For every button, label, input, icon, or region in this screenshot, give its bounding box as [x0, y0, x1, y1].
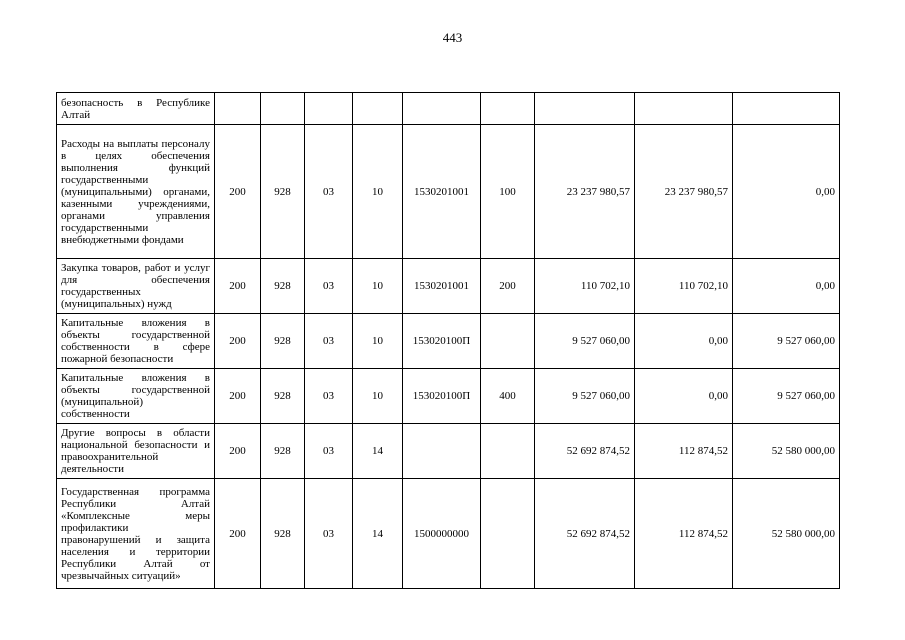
row-description: Государственная программа Республики Алтай «Комплексные меры профилактики правонарушений и защита населения и территории Республики Алтай от чрезвычайных ситуаций»	[57, 479, 215, 589]
target-article-cell: 1500000000	[403, 479, 481, 589]
subsection-cell: 10	[353, 314, 403, 369]
total-amount-cell: 110 702,10	[535, 259, 635, 314]
total-amount-cell	[535, 93, 635, 125]
amount-3-cell: 0,00	[733, 259, 840, 314]
table-row	[57, 93, 840, 125]
row-description: Расходы на выплаты персоналу в целях обеспечения выполнения функций государственными (муниципальными) органами, казенными учреждениями, органами управления государственными внебюджетными фондами	[57, 125, 215, 259]
budget-table-body	[57, 93, 840, 589]
section-cell: 03	[305, 369, 353, 424]
budget-table	[56, 92, 840, 589]
table-row	[57, 424, 840, 479]
table-row	[57, 259, 840, 314]
subsection-cell: 14	[353, 479, 403, 589]
table-row	[57, 314, 840, 369]
target-article-cell	[403, 424, 481, 479]
subsection-cell: 10	[353, 259, 403, 314]
page-number: 443	[442, 30, 463, 45]
table-row	[57, 479, 840, 589]
target-article-cell	[403, 93, 481, 125]
ministry-code-cell: 928	[261, 424, 305, 479]
admin-code-cell	[215, 93, 261, 125]
expense-type-cell: 200	[481, 259, 535, 314]
amount-3-cell	[733, 93, 840, 125]
subsection-cell: 10	[353, 369, 403, 424]
row-description: Закупка товаров, работ и услуг для обеспечения государственных (муниципальных) нужд	[57, 259, 215, 314]
amount-3-cell: 52 580 000,00	[733, 424, 840, 479]
expense-type-cell	[481, 424, 535, 479]
amount-2-cell: 0,00	[635, 314, 733, 369]
row-description: Другие вопросы в области национальной безопасности и правоохранительной деятельности	[57, 424, 215, 479]
amount-3-cell: 9 527 060,00	[733, 369, 840, 424]
row-description: безопасность в Республике Алтай	[57, 93, 215, 125]
total-amount-cell: 52 692 874,52	[535, 479, 635, 589]
row-description: Капитальные вложения в объекты государственной (муниципальной) собственности	[57, 369, 215, 424]
amount-2-cell: 110 702,10	[635, 259, 733, 314]
amount-2-cell: 23 237 980,57	[635, 125, 733, 259]
expense-type-cell	[481, 93, 535, 125]
section-cell: 03	[305, 424, 353, 479]
admin-code-cell: 200	[215, 369, 261, 424]
total-amount-cell: 23 237 980,57	[535, 125, 635, 259]
ministry-code-cell: 928	[261, 479, 305, 589]
admin-code-cell: 200	[215, 479, 261, 589]
amount-3-cell: 52 580 000,00	[733, 479, 840, 589]
admin-code-cell: 200	[215, 259, 261, 314]
admin-code-cell: 200	[215, 125, 261, 259]
table-row	[57, 125, 840, 259]
total-amount-cell: 9 527 060,00	[535, 369, 635, 424]
expense-type-cell	[481, 479, 535, 589]
table-row	[57, 369, 840, 424]
amount-3-cell: 9 527 060,00	[733, 314, 840, 369]
expense-type-cell	[481, 314, 535, 369]
ministry-code-cell: 928	[261, 259, 305, 314]
section-cell: 03	[305, 259, 353, 314]
section-cell: 03	[305, 125, 353, 259]
section-cell: 03	[305, 314, 353, 369]
row-description: Капитальные вложения в объекты государственной собственности в сфере пожарной безопасности	[57, 314, 215, 369]
amount-2-cell: 112 874,52	[635, 479, 733, 589]
amount-3-cell: 0,00	[733, 125, 840, 259]
ministry-code-cell: 928	[261, 369, 305, 424]
expense-type-cell: 400	[481, 369, 535, 424]
total-amount-cell: 52 692 874,52	[535, 424, 635, 479]
subsection-cell: 10	[353, 125, 403, 259]
total-amount-cell: 9 527 060,00	[535, 314, 635, 369]
amount-2-cell: 112 874,52	[635, 424, 733, 479]
subsection-cell: 14	[353, 424, 403, 479]
ministry-code-cell: 928	[261, 125, 305, 259]
section-cell	[305, 93, 353, 125]
admin-code-cell: 200	[215, 314, 261, 369]
target-article-cell: 1530201001	[403, 259, 481, 314]
subsection-cell	[353, 93, 403, 125]
amount-2-cell: 0,00	[635, 369, 733, 424]
ministry-code-cell	[261, 93, 305, 125]
expense-type-cell: 100	[481, 125, 535, 259]
amount-2-cell	[635, 93, 733, 125]
ministry-code-cell: 928	[261, 314, 305, 369]
section-cell: 03	[305, 479, 353, 589]
target-article-cell: 1530201001	[403, 125, 481, 259]
admin-code-cell: 200	[215, 424, 261, 479]
target-article-cell: 153020100П	[403, 314, 481, 369]
target-article-cell: 153020100П	[403, 369, 481, 424]
